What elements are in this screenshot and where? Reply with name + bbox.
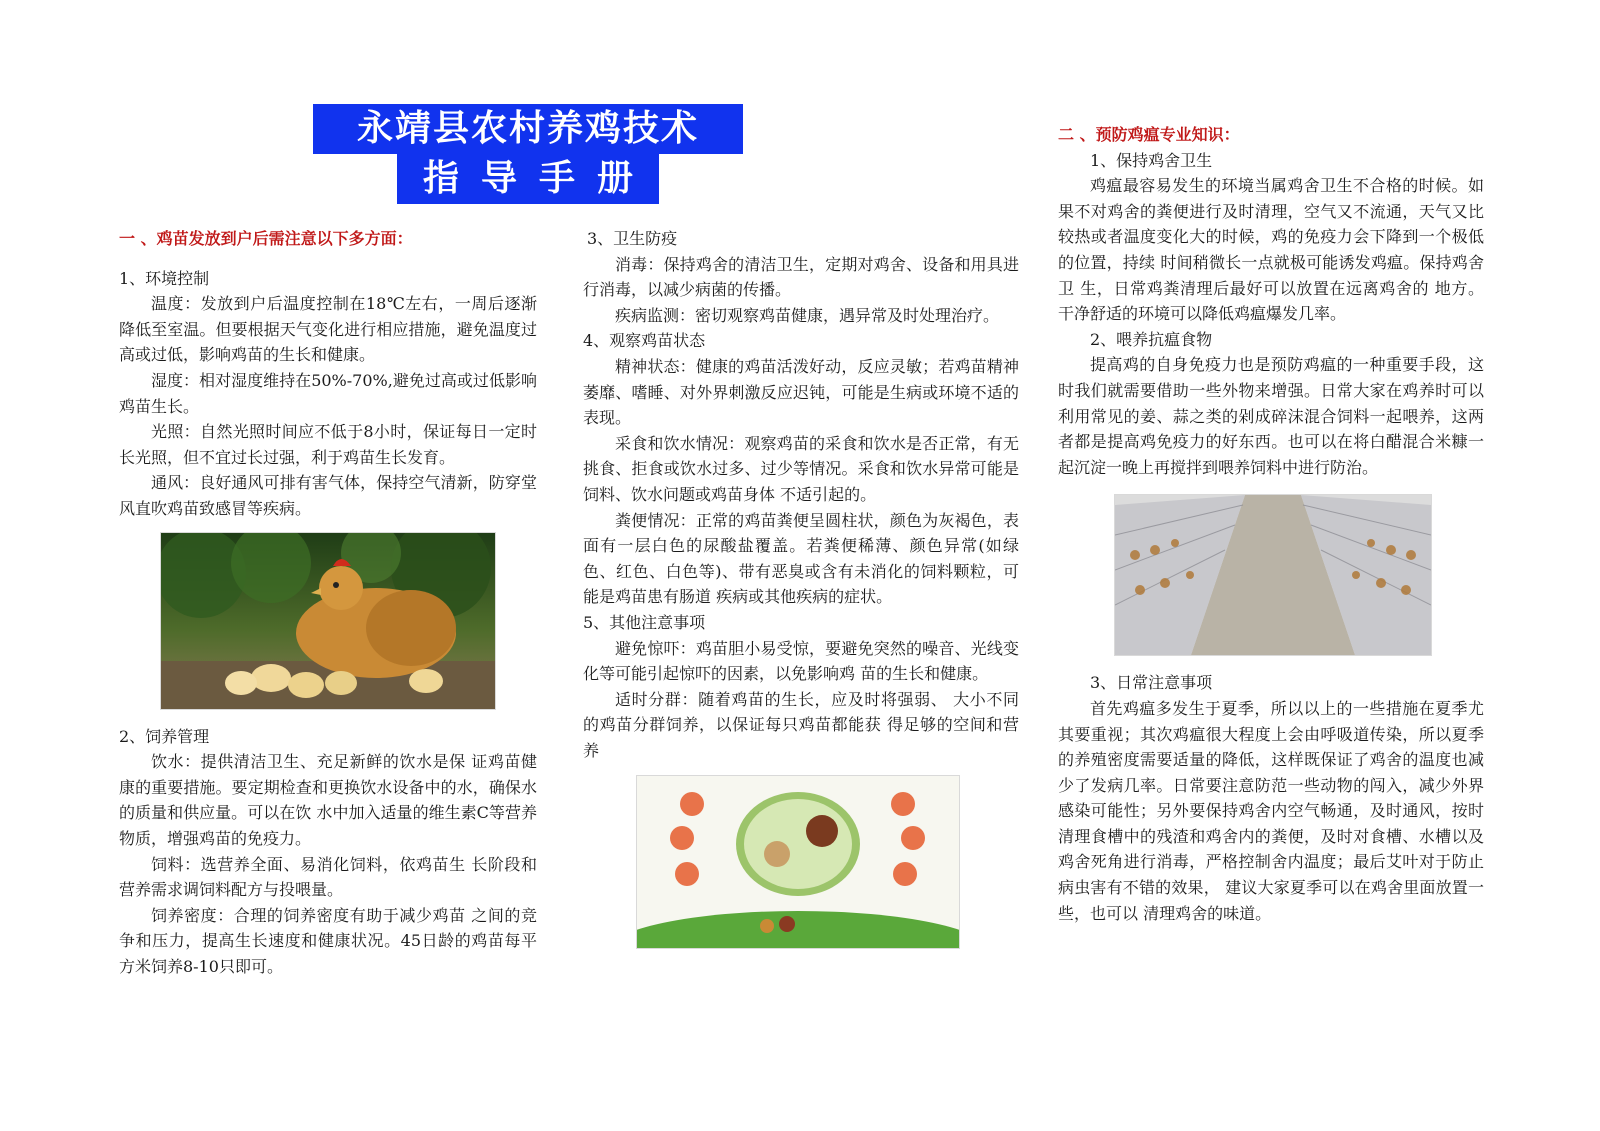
daily-text: 首先鸡瘟多发生于夏季，所以以上的一些措施在夏季尤其要重视；其次鸡瘟很大程度上会由呼吸道传染，所以夏季的养殖密度需要适量的降低，这样既保证了鸡舍的温度也减少了发病几率。日常要注意防范一些动物的闯入，减少外界感染可能性；另外要保持鸡舍内空气畅通，及时通风，按时清理食槽中的残渣和鸡舍内的粪便，及时对食槽、水槽以及鸡舍死角进行消毒，严格控制舍内温度；最后艾叶对于防止病虫害有不错的效果， 建议大家夏季可以在鸡舍里面放置一些，也可以 清理鸡舍的味道。 xyxy=(1058,698,1484,923)
observe-spirit: 精神状态：健康的鸡苗活泼好动，反应灵敏；若鸡苗精神萎靡、嗜睡、对外界刺激反应迟钝，可能是生病或环境不适的表现。 xyxy=(583,356,1019,428)
observe-title: 4、观察鸡苗状态 xyxy=(583,331,706,351)
other-grouping: 适时分群：随着鸡苗的生长，应及时将强弱、 大小不同的鸡苗分群饲养，以保证每只鸡苗都能获 得足够的空间和营养 xyxy=(583,689,1019,760)
hygiene-disinfection: 消毒：保持鸡舍的清洁卫生，定期对鸡舍、设备和用具进行消毒，以减少病菌的传播。 xyxy=(583,254,1019,300)
coop-text: 鸡瘟最容易发生的环境当属鸡舍卫生不合格的时候。如果不对鸡舍的粪便进行及时清理，空气又不流通，天气又比较热或者温度变化大的时候，鸡的免疫力会下降到一个极低的位置，持续 时间稍微长一点就极可能诱发鸡瘟。保持鸡舍卫 生，日常鸡粪清理后最好可以放置在远离鸡舍的 地方。干净舒适的环境可以降低鸡瘟爆发几率。 xyxy=(1058,176,1484,324)
section1-heading: 一 、鸡苗发放到户后需注意以下多方面： xyxy=(119,229,413,248)
env-ventilation: 通风：良好通风可排有害气体，保持空气清新，防穿堂风直吹鸡苗致感冒等疾病。 xyxy=(119,473,537,518)
env-temperature: 温度：发放到户后温度控制在18℃左右，一周后逐渐降低至室温。但要根据天气变化进行相应措施，避免温度过高或过低，影响鸡苗的生长和健康。 xyxy=(119,294,537,365)
observe-eating: 采食和饮水情况：观察鸡苗的采食和饮水是否正常，有无挑食、拒食或饮水过多、过少等情况。采食和饮水异常可能是饲料、饮水问题或鸡苗身体 不适引起的。 xyxy=(583,433,1019,504)
column-right xyxy=(1058,122,1484,926)
other-startle: 避免惊吓：鸡苗胆小易受惊，要避免突然的噪音、光线变化等可能引起惊吓的因素，以免影响鸡 苗的生长和健康。 xyxy=(583,638,1019,684)
title-line-1: 永靖县农村养鸡技术 xyxy=(313,104,743,154)
feeding-water: 饮水：提供清洁卫生、充足新鲜的饮水是保 证鸡苗健康的重要措施。要定期检查和更换饮水设备中的水，确保水的质量和供应量。可以在饮 水中加入适量的维生素C等营养物质，增强鸡苗的免疫力。 xyxy=(119,752,537,848)
env-light: 光照：自然光照时间应不低于8小时，保证每日一定时长光照，但不宜过长过强，利于鸡苗生长发育。 xyxy=(119,422,537,467)
feeding-density: 饲养密度：合理的饲养密度有助于减少鸡苗 之间的竞争和压力，提高生长速度和健康状况。45日龄的鸡苗每平方米饲养8-10只即可。 xyxy=(119,905,537,976)
hen-with-chicks-photo xyxy=(160,532,496,710)
hygiene-monitoring: 疾病监测：密切观察鸡苗健康，遇异常及时处理治疗。 xyxy=(615,305,1000,325)
env-humidity: 湿度：相对湿度维持在50%-70%,避免过高或过低影响鸡苗生长。 xyxy=(119,370,537,416)
other-title: 5、其他注意事项 xyxy=(583,612,706,632)
chicken-farm-cages-photo xyxy=(1114,494,1432,656)
column-middle xyxy=(583,226,1019,959)
title-line-2: 指导手册 xyxy=(397,154,659,204)
observe-feces: 粪便情况：正常的鸡苗粪便呈圆柱状，颜色为灰褐色，表面有一层白色的尿酸盐覆盖。若粪便稀薄、颜色异常(如绿色、红色、白色等)、带有恶臭或含有未消化的饲料颗粒，可能是鸡苗患有肠道 疾病或其他疾病的症状。 xyxy=(583,510,1019,607)
coop-title: 1、保持鸡舍卫生 xyxy=(1090,150,1213,170)
env-title: 1、环境控制 xyxy=(119,268,210,288)
food-text: 提高鸡的自身免疫力也是预防鸡瘟的一种重要手段，这时我们就需要借助一些外物来增强。日常大家在鸡养时可以利用常见的姜、蒜之类的剁成碎沫混合饲料一起喂养，这两者都是提高鸡免疫力的好东西。也可以在将白醋混合米糠一起沉淀一晚上再搅拌到喂养饲料中进行防治。 xyxy=(1058,355,1484,477)
section2-heading: 二 、预防鸡瘟专业知识： xyxy=(1058,125,1240,144)
title-banner xyxy=(313,104,743,204)
column-left xyxy=(119,226,537,979)
food-title: 2、喂养抗瘟食物 xyxy=(1090,329,1213,349)
feeding-title: 2、饲养管理 xyxy=(119,726,210,746)
hygiene-title: 3、卫生防疫 xyxy=(587,229,678,248)
chicken-care-infographic xyxy=(636,775,960,949)
feeding-feed: 饲料：选营养全面、易消化饲料，依鸡苗生 长阶段和营养需求调饲料配方与投喂量。 xyxy=(119,854,537,900)
daily-title: 3、日常注意事项 xyxy=(1090,673,1213,693)
